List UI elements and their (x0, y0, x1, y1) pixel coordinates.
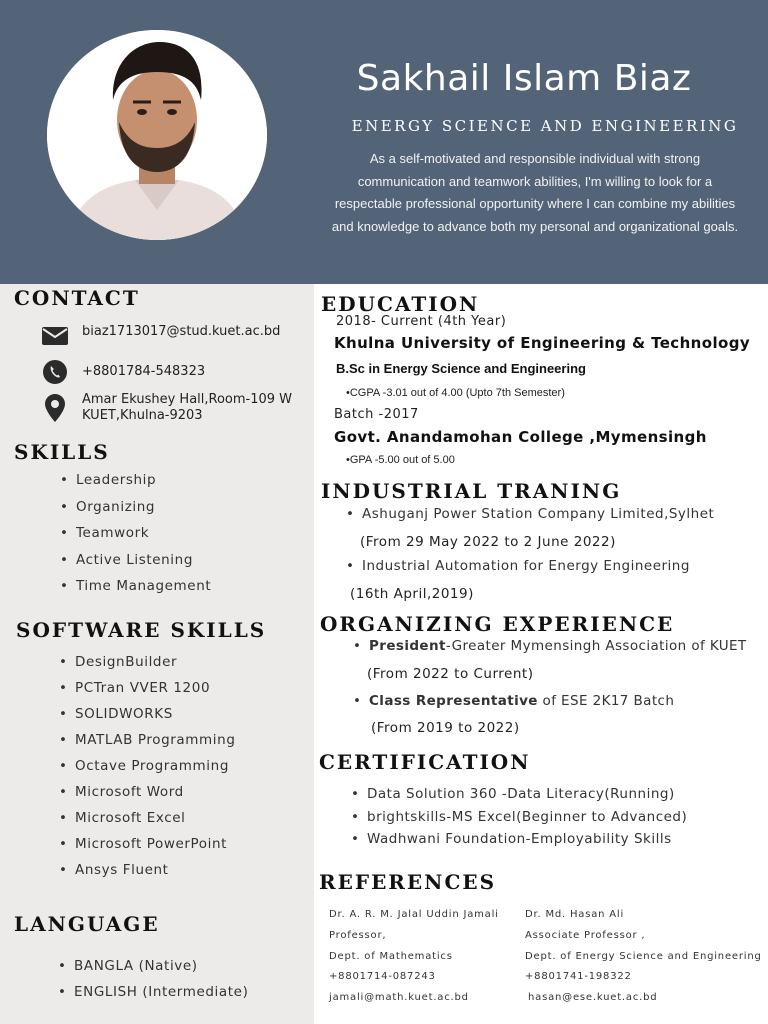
education-school-2: Govt. Anandamohan College ,Mymensingh (334, 428, 707, 446)
contact-address-row (40, 392, 292, 424)
certification-heading: CERTIFICATION (319, 750, 531, 774)
organizing-experience-heading: ORGANIZING EXPERIENCE (320, 612, 675, 636)
reference-dept: Dept. of Mathematics (329, 950, 453, 962)
certification-list (351, 786, 687, 847)
education-school-1: Khulna University of Engineering & Technology (334, 334, 751, 352)
header-banner (0, 0, 768, 284)
certification-item: • Wadhwani Foundation-Employability Skills (351, 831, 687, 847)
location-pin-icon (40, 392, 70, 424)
education-result-2: •GPA -5.00 out of 5.00 (346, 454, 455, 466)
software-skill-item: • Microsoft Excel (59, 810, 236, 826)
training-dates-2: (16th April,2019) (350, 586, 474, 602)
reference-email[interactable]: hasan@ese.kuet.ac.bd (528, 992, 658, 1004)
language-item: • BANGLA (Native) (58, 958, 248, 974)
profile-summary: As a self-motivated and responsible individual with strong communication and teamwork abilities, I'm willing to look for a respectable professional opportunity where I can combine my abilities and knowledge to advance both my personal and organizational goals. (331, 151, 739, 234)
candidate-department: ENERGY SCIENCE AND ENGINEERING (351, 117, 739, 135)
candidate-name: Sakhail Islam Biaz (356, 58, 692, 99)
organizing-role: Class Representative (369, 693, 538, 709)
organizing-dates-1: (From 2022 to Current) (367, 666, 534, 682)
reference-position: Associate Professor , (525, 929, 646, 941)
education-degree-1: B.Sc in Energy Science and Engineering (336, 361, 586, 376)
reference-name: Dr. Md. Hasan Ali (525, 909, 625, 920)
training-list-2 (346, 558, 690, 574)
software-skill-item: • Octave Programming (59, 758, 236, 774)
skill-item: • Leadership (60, 472, 211, 488)
software-skill-item: • Microsoft Word (59, 784, 236, 800)
profile-photo (47, 30, 267, 240)
software-skill-item: • MATLAB Programming (59, 732, 236, 748)
software-skill-item: • Ansys Fluent (59, 862, 236, 878)
software-skills-list (59, 654, 236, 878)
reference-position: Professor, (329, 929, 387, 941)
organizing-dates-2: (From 2019 to 2022) (371, 720, 520, 736)
education-heading: EDUCATION (321, 292, 480, 316)
skills-heading: SKILLS (14, 440, 110, 464)
reference-email[interactable]: jamali@math.kuet.ac.bd (329, 992, 469, 1004)
language-list (58, 958, 248, 1000)
training-dates-1: (From 29 May 2022 to 2 June 2022) (360, 534, 616, 550)
phone-icon (40, 360, 70, 384)
organizing-item (353, 638, 747, 654)
reference-dept: Dept. of Energy Science and Engineering (525, 950, 762, 962)
skill-item: • Time Management (60, 578, 211, 594)
contact-email-row (40, 324, 280, 348)
language-heading: LANGUAGE (14, 912, 160, 936)
contact-phone-row (40, 360, 205, 384)
envelope-icon (40, 324, 70, 348)
organizing-detail: -Greater Mymensingh Association of KUET (445, 638, 747, 654)
certification-item: • Data Solution 360 -Data Literacy(Running) (351, 786, 687, 802)
reference-name: Dr. A. R. M. Jalal Uddin Jamali (329, 909, 499, 920)
reference-phone: +8801714-087243 (329, 971, 436, 983)
software-skill-item: • SOLIDWORKS (59, 706, 236, 722)
organizing-list-2 (353, 693, 674, 709)
training-item: • Industrial Automation for Energy Engineering (346, 558, 690, 574)
organizing-list (353, 638, 747, 654)
skill-item: • Organizing (60, 499, 211, 515)
education-result-1: •CGPA -3.01 out of 4.00 (Upto 7th Semester) (346, 387, 565, 399)
reference-2 (525, 905, 762, 1009)
organizing-item (353, 693, 674, 709)
contact-phone[interactable]: +8801784-548323 (82, 364, 206, 379)
skills-list (60, 472, 211, 594)
organizing-role: President (369, 638, 446, 654)
reference-phone: +8801741-198322 (525, 971, 632, 983)
certification-item: • brightskills-MS Excel(Beginner to Advanced) (351, 809, 687, 825)
contact-email[interactable]: biaz1713017@stud.kuet.ac.bd (82, 324, 281, 339)
contact-heading: CONTACT (14, 286, 140, 310)
organizing-detail: of ESE 2K17 Batch (537, 693, 675, 709)
skill-item: • Teamwork (60, 525, 211, 541)
software-skill-item: • PCTran VVER 1200 (59, 680, 236, 696)
software-skills-heading: SOFTWARE SKILLS (16, 618, 267, 642)
language-item: • ENGLISH (Intermediate) (58, 984, 248, 1000)
skill-item: • Active Listening (60, 552, 211, 568)
industrial-training-heading: INDUSTRIAL TRANING (321, 479, 622, 503)
references-heading: REFERENCES (319, 870, 497, 894)
portrait-illustration (47, 30, 267, 240)
reference-1 (329, 905, 499, 1009)
education-period-2: Batch -2017 (334, 407, 419, 422)
training-list (346, 506, 714, 522)
software-skill-item: • Microsoft PowerPoint (59, 836, 236, 852)
contact-address-line1: Amar Ekushey Hall,Room-109 W (82, 392, 293, 407)
contact-address-line2: KUET,Khulna-9203 (82, 408, 203, 423)
training-item: • Ashuganj Power Station Company Limited,Sylhet (346, 506, 714, 522)
software-skill-item: • DesignBuilder (59, 654, 236, 670)
education-period-1: 2018- Current (4th Year) (336, 314, 507, 329)
